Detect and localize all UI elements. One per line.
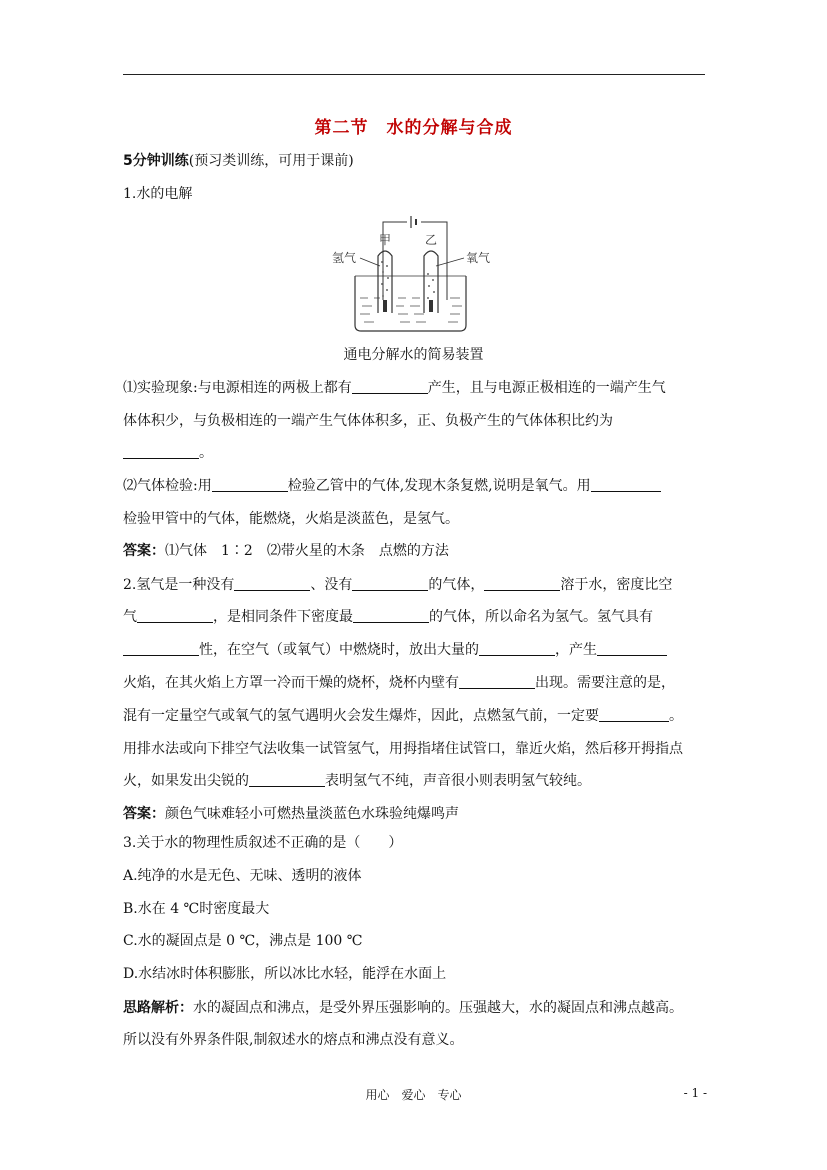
answer-blank	[597, 641, 667, 656]
section-note: (预习类训练，可用于课前)	[188, 153, 354, 169]
answer-blank	[137, 608, 213, 623]
q2-line1	[123, 575, 705, 595]
text-fragment: 表明氢气不纯，声音很小则表明氢气较纯。	[325, 773, 591, 789]
answer-blank	[484, 576, 560, 591]
text-fragment: 溶于水，密度比空	[560, 577, 673, 593]
text-fragment: 混有一定量空气或氧气的氢气遇明火会发生爆炸，因此，点燃氢气前，一定要	[123, 708, 599, 724]
text-fragment: 气	[123, 609, 137, 625]
text-fragment: 的气体，	[428, 577, 485, 593]
q1-p1-line3	[123, 443, 705, 463]
text-fragment: ⑵气体检验:用	[123, 478, 212, 494]
q3-option-a: A.纯净的水是无色、无味、透明的液体	[123, 868, 362, 884]
answer-blank	[123, 641, 199, 656]
text-fragment: 。	[669, 708, 683, 724]
q3-stem: 3.关于水的物理性质叙述不正确的是（ ）	[123, 835, 403, 851]
q3-option-d: D.水结冰时体积膨胀，所以冰比水轻，能浮在水面上	[123, 966, 447, 982]
q2-line6: 用排水法或向下排空气法收集一试管氢气，用拇指堵住试管口，靠近火焰，然后移开拇指点	[123, 741, 683, 757]
text-fragment: 的气体，所以命名为氢气。氢气具有	[429, 609, 653, 625]
text-fragment: 检验乙管中的气体,发现木条复燃,说明是氧气。用	[287, 478, 591, 494]
q1-p1-line2: 体体积少，与负极相连的一端产生气体体积多，正、负极产生的气体体积比约为	[123, 413, 613, 429]
q3-analysis-line2: 所以没有外界条件限,制叙述水的熔点和沸点没有意义。	[123, 1032, 464, 1048]
answer-blank	[212, 477, 288, 492]
text-fragment: 火，如果发出尖锐的	[123, 773, 249, 789]
text-fragment: 思路解析：	[123, 1000, 193, 1016]
q1-heading: 1.水的电解	[123, 186, 193, 202]
q1-p1-line1	[123, 378, 705, 398]
q2-line4	[123, 673, 705, 693]
q3-option-c: C.水的凝固点是 0 ℃，沸点是 100 ℃	[123, 933, 363, 949]
q2-line7	[123, 771, 705, 791]
answer-blank	[599, 707, 669, 722]
section-label: 5分钟训练	[123, 153, 189, 169]
text-fragment: 火焰，在其火焰上方罩一冷而干燥的烧杯，烧杯内壁有	[123, 675, 459, 691]
answer-blank	[249, 772, 325, 787]
text-fragment: ⑴气体 1∶2 ⑵带火星的木条 点燃的方法	[165, 543, 449, 559]
oxygen-label: 氧气	[466, 251, 491, 265]
q2-line2	[123, 607, 705, 627]
text-fragment: 2.氢气是一种没有	[123, 577, 235, 593]
page-number: - 1 -	[683, 1086, 707, 1100]
figure-caption: 通电分解水的简易装置	[343, 347, 484, 363]
q2-answer	[123, 804, 705, 824]
text-fragment: ⑴实验现象:与电源相连的两极上都有	[123, 380, 352, 396]
page-title: 第二节 水的分解与合成	[314, 118, 513, 138]
answer-blank	[459, 674, 535, 689]
header-rule	[123, 74, 705, 75]
hydrogen-label: 氢气	[332, 251, 357, 265]
text-fragment: 产生，且与电源正极相连的一端产生气	[427, 380, 666, 396]
tube-b-label: 乙	[425, 233, 438, 247]
answer-blank	[234, 576, 310, 591]
text-fragment: 颜色气味难轻小可燃热量淡蓝色水珠验纯爆鸣声	[165, 806, 459, 822]
answer-blank	[123, 444, 199, 459]
answer-blank	[479, 641, 555, 656]
text-fragment: 性，在空气（或氧气）中燃烧时，放出大量的	[199, 642, 479, 658]
q2-line5	[123, 706, 705, 726]
text-fragment: 答案：	[123, 543, 165, 559]
q2-line3	[123, 640, 705, 660]
q1-answer	[123, 541, 705, 561]
q1-p2-line2: 检验甲管中的气体，能燃烧，火焰是淡蓝色，是氢气。	[123, 511, 459, 527]
text-fragment: ，产生	[555, 642, 597, 658]
q3-option-b: B.水在 4 ℃时密度最大	[123, 901, 270, 917]
text-fragment: 水的凝固点和沸点，是受外界压强影响的。压强越大，水的凝固点和沸点越高。	[193, 1000, 683, 1016]
text-fragment: ，是相同条件下密度最	[213, 609, 353, 625]
tube-a-label: 甲	[379, 233, 392, 247]
answer-blank	[591, 477, 661, 492]
text-fragment: 出现。需要注意的是，	[535, 675, 675, 691]
q1-p2-line1	[123, 476, 705, 496]
answer-blank	[352, 576, 428, 591]
section-heading	[123, 151, 705, 171]
text-fragment: 。	[199, 445, 213, 461]
electrolysis-diagram	[330, 210, 500, 340]
text-fragment: 、没有	[310, 577, 353, 593]
footer-motto: 用心 爱心 专心	[365, 1088, 462, 1102]
q3-analysis-line1	[123, 998, 705, 1018]
answer-blank	[353, 608, 429, 623]
electrolysis-figure	[330, 210, 500, 340]
text-fragment: 答案：	[123, 806, 165, 822]
answer-blank	[352, 379, 428, 394]
